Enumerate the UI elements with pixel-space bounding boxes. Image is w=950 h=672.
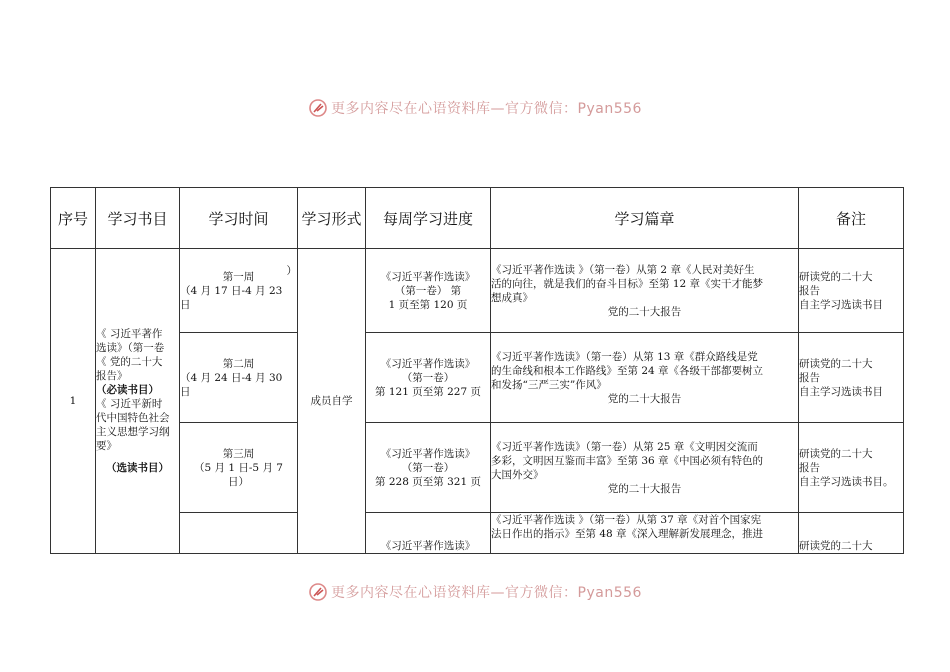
watermark-logo-icon — [308, 582, 328, 602]
week-2-notes: 研读党的二十大 报告 自主学习选读书目 — [799, 333, 904, 423]
required-books-tag: （必读书目） — [96, 384, 159, 396]
header-books: 学习书目 — [96, 188, 180, 249]
study-format: 成员自学 — [298, 249, 366, 554]
week-2-progress: 《习近平著作选读》 （第一卷） 第 121 页至第 227 页 — [366, 333, 491, 423]
week-4-progress: 《习近平著作选读》 — [366, 513, 491, 554]
header-index: 序号 — [51, 188, 96, 249]
study-plan-table — [50, 187, 904, 554]
watermark-text: 更多内容尽在心语资料库—官方微信：Pyan556 — [331, 585, 642, 601]
row-number: 1 — [51, 249, 96, 554]
week-1-time: 第一周 ） （4 月 17 日-4 月 23 日 — [180, 249, 298, 333]
header-notes: 备注 — [799, 188, 904, 249]
header-format: 学习形式 — [298, 188, 366, 249]
week-3-notes: 研读党的二十大 报告 自主学习选读书目。 — [799, 423, 904, 513]
watermark-text: 更多内容尽在心语资料库—官方微信：Pyan556 — [331, 101, 642, 117]
header-row — [51, 188, 904, 249]
week-1-progress: 《习近平著作选读》 （第一卷） 第 1 页至第 120 页 — [366, 249, 491, 333]
header-chapters: 学习篇章 — [491, 188, 799, 249]
week-3-progress: 《习近平著作选读》 （第一卷） 第 228 页至第 321 页 — [366, 423, 491, 513]
watermark-bottom — [0, 582, 950, 602]
week-1-notes: 研读党的二十大 报告 自主学习选读书目 — [799, 249, 904, 333]
week-3-chapters: 《习近平著作选读》（第一卷）从第 25 章《文明因交流而 多彩，文明因互鉴而丰富》至第 36 章《中国必须有特色的 大国外交》 党的二十大报告 — [491, 423, 799, 513]
week-4-time — [180, 513, 298, 554]
week-4-notes: 研读党的二十大 — [799, 513, 904, 554]
optional-books-tag: （选读书目） — [106, 462, 169, 474]
week-1-chapters: 《习近平著作选读 》（第一卷）从第 2 章《人民对美好生 活的向往，就是我们的奋斗目标》至第 12 章《实干才能梦 想成真》 党的二十大报告 — [491, 249, 799, 333]
header-time: 学习时间 — [180, 188, 298, 249]
week-2-time: 第二周 （4 月 24 日-4 月 30 日 — [180, 333, 298, 423]
week-2-chapters: 《习近平著作选读》（第一卷）从第 13 章《群众路线是党 的生命线和根本工作路线》至第 24 章《各级干部都要树立 和发扬“三严三实”作风》 党的二十大报告 — [491, 333, 799, 423]
header-progress: 每周学习进度 — [366, 188, 491, 249]
watermark-logo-icon — [308, 98, 328, 118]
watermark-top — [0, 98, 950, 118]
week-3-time: 第三周 （5 月 1 日-5 月 7 日） — [180, 423, 298, 513]
week-4-chapters: 《习近平著作选读 》（第一卷）从第 37 章《对首个国家宪 法日作出的指示》至第 48 章《深入理解新发展理念，推进 — [491, 513, 799, 554]
books-cell: 《 习近平著作 选读》（第一卷 《 党的二十大 报告》 （必读书目） 《 习近平新时 代中国特色社会 主义思想学习纲 要》 （选读书目） — [96, 249, 180, 554]
table-row — [51, 249, 904, 333]
